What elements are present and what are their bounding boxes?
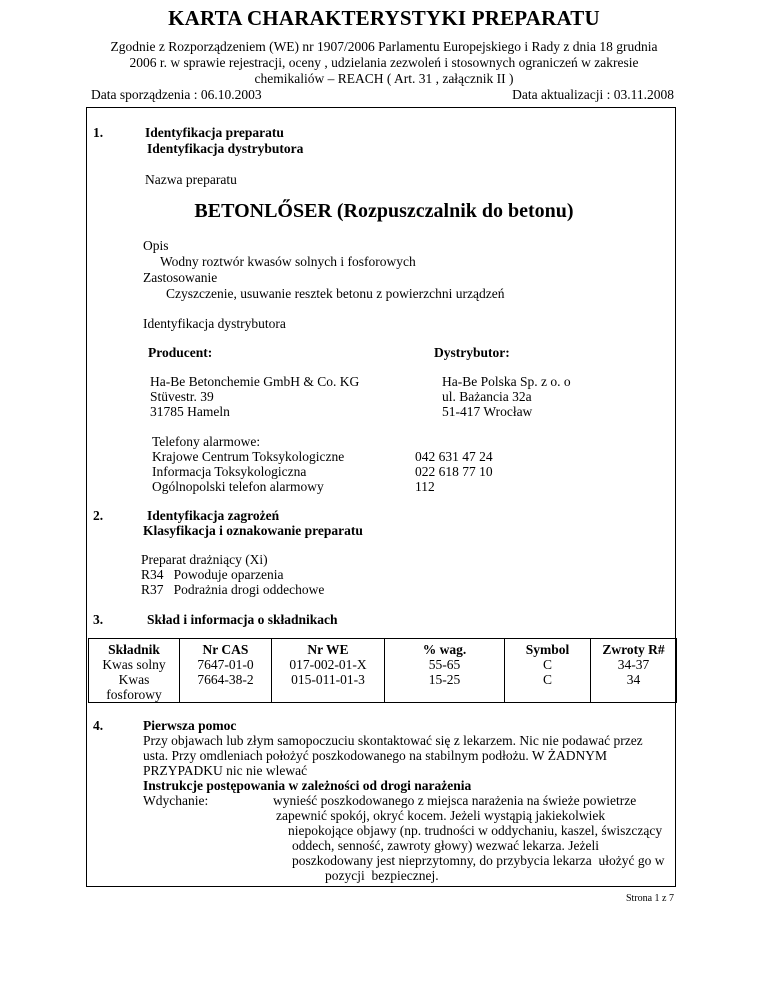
section-1-heading: Identyfikacja preparatu [145,125,284,140]
product-name-label: Nazwa preparatu [145,172,237,187]
inhalation-line: niepokojące objawy (np. trudności w oddychaniu, kaszel, świszczący [288,823,663,838]
section-2-heading: Identyfikacja zagrożeń [147,508,280,523]
phone-name: Informacja Toksykologiczna [152,464,307,479]
inhalation-label: Wdychanie: [143,793,209,808]
regulation-line-3: chemikaliów – REACH ( Art. 31 , załącznik II ) [254,71,514,86]
column-header: Składnik [89,639,180,658]
producer-label: Producent: [148,345,213,360]
table-cell: 55-65 [385,657,505,672]
section-2-number: 2. [93,508,104,523]
producer-line: 31785 Hameln [150,404,230,419]
producer-line: Stüvestr. 39 [150,389,214,404]
date-created: Data sporządzenia : 06.10.2003 [91,87,262,102]
section-3-number: 3. [93,612,104,627]
section-1-subheading: Identyfikacja dystrybutora [147,141,304,156]
phone-number: 022 618 77 10 [415,464,493,479]
first-aid-paragraph-line: usta. Przy omdleniach położyć poszkodowanego na stabilnym podłożu. W ŻADNYM [143,748,608,763]
regulation-line-1: Zgodnie z Rozporządzeniem (WE) nr 1907/2006 Parlamentu Europejskiego i Rady z dnia 18 grudnia [110,39,658,54]
hazard-line: R34 Powoduje oparzenia [141,567,284,582]
column-header: Zwroty R# [591,639,677,658]
producer-line: Ha-Be Betonchemie GmbH & Co. KG [150,374,360,389]
table-cell: C [505,657,591,672]
section-4-number: 4. [93,718,104,733]
inhalation-line: zapewnić spokój, okryć kocem. Jeżeli wystąpią jakiekolwiek [276,808,606,823]
phone-name: Ogólnopolski telefon alarmowy [152,479,324,494]
product-name: BETONLŐSER (Rozpuszczalnik do betonu) [194,200,574,222]
description-label: Opis [143,238,169,253]
distributor-line: Ha-Be Polska Sp. z o. o [442,374,571,389]
distributor-label: Dystrybutor: [434,345,510,360]
regulation-line-2: 2006 r. w sprawie rejestracji, oceny , udzielania zezwoleń i stosownych ograniczeń w zakresie [129,55,639,70]
hazard-line: Preparat drażniący (Xi) [141,552,268,567]
page-number: Strona 1 z 7 [625,893,674,904]
table-cell: 15-25 [385,672,505,703]
section-2-subheading: Klasyfikacja i oznakowanie preparatu [143,523,363,538]
exposure-instructions-heading: Instrukcje postępowania w zależności od drogi narażenia [143,778,472,793]
document-title: KARTA CHARAKTERYSTYKI PREPARATU [168,6,600,30]
table-header-row [89,639,677,658]
phone-name: Krajowe Centrum Toksykologiczne [152,449,345,464]
first-aid-paragraph-line: Przy objawach lub złym samopoczuciu skontaktować się z lekarzem. Nic nie podawać przez [143,733,643,748]
table-row [89,657,677,672]
inhalation-line: wynieść poszkodowanego z miejsca narażenia na świeże powietrze [273,793,637,808]
table-cell: 017-002-01-X [272,657,385,672]
table-cell: 34-37 [591,657,677,672]
section-3-heading: Skład i informacja o składnikach [147,612,338,627]
phone-number: 042 631 47 24 [415,449,493,464]
date-updated: Data aktualizacji : 03.11.2008 [512,87,674,102]
composition-table [88,638,677,703]
column-header: % wag. [385,639,505,658]
first-aid-paragraph-line: PRZYPADKU nic nie wlewać [143,763,308,778]
emergency-phones-label: Telefony alarmowe: [152,434,261,449]
table-cell: Kwas solny [89,657,180,672]
table-cell: 015-011-01-3 [272,672,385,703]
column-header: Symbol [505,639,591,658]
description-text: Wodny roztwór kwasów solnych i fosforowych [160,254,416,269]
inhalation-line: poszkodowany jest nieprzytomny, do przybycia lekarza ułożyć go w [292,853,665,868]
table-cell: 7647-01-0 [180,657,272,672]
table-cell: Kwas fosforowy [89,672,180,703]
section-1-number: 1. [93,125,104,140]
table-cell: 7664-38-2 [180,672,272,703]
section-4-heading: Pierwsza pomoc [143,718,237,733]
usage-label: Zastosowanie [143,270,218,285]
inhalation-line: pozycji bezpiecznej. [325,868,439,883]
distributor-line: 51-417 Wrocław [442,404,533,419]
phone-number: 112 [415,479,435,494]
column-header: Nr WE [272,639,385,658]
column-header: Nr CAS [180,639,272,658]
inhalation-line: oddech, senność, zawroty głowy) wezwać lekarza. Jeżeli [292,838,599,853]
distributor-line: ul. Bażancia 32a [442,389,532,404]
usage-text: Czyszczenie, usuwanie resztek betonu z powierzchni urządzeń [166,286,505,301]
table-cell: 34 [591,672,677,703]
distributor-id-label: Identyfikacja dystrybutora [143,316,286,331]
hazard-line: R37 Podrażnia drogi oddechowe [141,582,325,597]
table-row [89,672,677,703]
table-cell: C [505,672,591,703]
